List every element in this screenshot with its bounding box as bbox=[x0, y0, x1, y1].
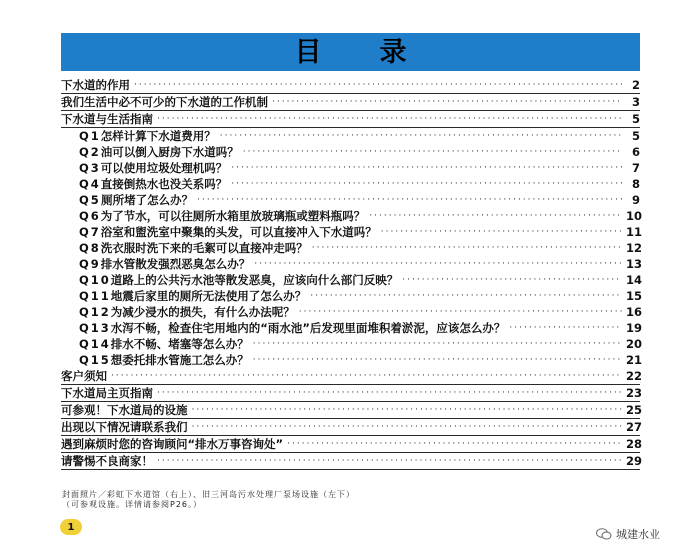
dot-leader bbox=[231, 160, 622, 176]
question-number: Q2 bbox=[79, 145, 101, 159]
entry-title: 遇到麻烦时您的咨询顾问“排水万事咨询处” bbox=[61, 437, 284, 451]
question-number: Q1 bbox=[79, 129, 101, 143]
page-ref: 16 bbox=[626, 305, 643, 319]
toc-question-entry[interactable] bbox=[61, 336, 643, 352]
dot-leader bbox=[157, 111, 622, 127]
entry-title: 请警惕不良商家！ bbox=[61, 454, 153, 468]
toc-header-banner bbox=[61, 33, 640, 71]
dot-leader bbox=[157, 385, 622, 401]
caption-line-2: （可参观设施。详情请参阅P26。） bbox=[62, 500, 203, 509]
page-ref: 6 bbox=[631, 145, 640, 159]
page-ref: 22 bbox=[626, 369, 643, 383]
dot-leader bbox=[402, 272, 622, 288]
question-number: Q14 bbox=[79, 337, 111, 351]
watermark-text: 城建水业 bbox=[616, 528, 660, 541]
watermark bbox=[596, 526, 660, 542]
dot-leader bbox=[197, 192, 622, 208]
entry-title: 可以使用垃圾处理机吗？ bbox=[100, 161, 228, 175]
question-number: Q8 bbox=[79, 241, 101, 255]
question-number: Q12 bbox=[79, 305, 111, 319]
dot-leader bbox=[287, 436, 622, 452]
entry-title: 地震后家里的厕所无法使用了怎么办？ bbox=[110, 289, 307, 303]
entry-title: 怎样计算下水道费用？ bbox=[100, 129, 216, 143]
question-number: Q10 bbox=[79, 273, 111, 287]
question-number: Q7 bbox=[79, 225, 101, 239]
page-ref: 2 bbox=[631, 78, 640, 92]
page-number-badge: 1 bbox=[60, 519, 82, 535]
question-number: Q9 bbox=[79, 257, 101, 271]
toc-section-entry[interactable] bbox=[61, 402, 643, 419]
toc-section-entry[interactable] bbox=[61, 94, 640, 111]
page-ref: 9 bbox=[631, 193, 640, 207]
entry-title: 我们生活中必不可少的下水道的工作机制 bbox=[61, 95, 268, 109]
question-number: Q5 bbox=[79, 193, 101, 207]
page-ref: 11 bbox=[626, 225, 643, 239]
page-ref: 12 bbox=[626, 241, 643, 255]
toc-section-entry[interactable] bbox=[61, 385, 643, 402]
question-number: Q15 bbox=[79, 353, 111, 367]
entry-title: 可参观！下水道局的设施 bbox=[61, 403, 188, 417]
dot-leader bbox=[310, 288, 622, 304]
toc-question-entry[interactable] bbox=[61, 224, 643, 240]
entry-title: 下水道局主页指南 bbox=[61, 386, 153, 400]
page-ref: 14 bbox=[626, 273, 643, 287]
dot-leader bbox=[231, 176, 622, 192]
entry-title: 排水管散发强烈恶臭怎么办？ bbox=[100, 257, 251, 271]
question-number: Q13 bbox=[79, 321, 111, 335]
toc-question-entry[interactable] bbox=[61, 272, 643, 288]
page-ref: 29 bbox=[626, 454, 643, 468]
entry-title: 为了节水，可以往厕所水箱里放玻璃瓶或塑料瓶吗？ bbox=[100, 209, 366, 223]
toc-question-entry[interactable] bbox=[61, 352, 643, 368]
page-ref: 5 bbox=[631, 129, 640, 143]
question-number: Q3 bbox=[79, 161, 101, 175]
toc-section-entry[interactable] bbox=[61, 77, 640, 94]
dot-leader bbox=[157, 453, 622, 469]
question-number: Q11 bbox=[79, 289, 111, 303]
page-ref: 21 bbox=[626, 353, 643, 367]
entry-title: 油可以倒入厨房下水道吗？ bbox=[100, 145, 239, 159]
page-ref: 28 bbox=[626, 437, 643, 451]
entry-title: 下水道与生活指南 bbox=[61, 112, 153, 126]
dot-leader bbox=[253, 352, 622, 368]
toc-question-entry[interactable] bbox=[61, 208, 643, 224]
page-ref: 15 bbox=[626, 289, 643, 303]
toc-section-entry[interactable] bbox=[61, 436, 643, 453]
entry-title: 洗衣服时洗下来的毛絮可以直接冲走吗？ bbox=[100, 241, 308, 255]
dot-leader bbox=[299, 304, 622, 320]
dot-leader bbox=[192, 402, 623, 418]
toc-question-entry[interactable] bbox=[61, 304, 643, 320]
page-ref: 8 bbox=[631, 177, 640, 191]
toc-section-entry[interactable] bbox=[61, 368, 643, 385]
page-ref: 25 bbox=[626, 403, 643, 417]
page-ref: 23 bbox=[626, 386, 643, 400]
page-ref: 5 bbox=[631, 112, 640, 126]
dot-leader bbox=[192, 419, 623, 435]
toc-question-entry[interactable] bbox=[61, 144, 640, 160]
entry-title: 为减少浸水的损失，有什么办法呢？ bbox=[110, 305, 295, 319]
entry-title: 下水道的作用 bbox=[61, 78, 130, 92]
page-ref: 27 bbox=[626, 420, 643, 434]
dot-leader bbox=[254, 256, 622, 272]
entry-title: 想委托排水管施工怎么办？ bbox=[110, 353, 249, 367]
page-ref: 7 bbox=[631, 161, 640, 175]
toc-question-entry[interactable] bbox=[61, 192, 640, 208]
dot-leader bbox=[220, 128, 622, 144]
entry-title: 道路上的公共污水池等散发恶臭，应该向什么部门反映？ bbox=[110, 273, 399, 287]
dot-leader bbox=[243, 144, 622, 160]
entry-title: 出现以下情况请联系我们 bbox=[61, 420, 188, 434]
dot-leader bbox=[134, 77, 622, 93]
dot-leader bbox=[111, 368, 622, 384]
table-of-contents bbox=[61, 77, 643, 470]
dot-leader bbox=[381, 224, 622, 240]
page-ref: 13 bbox=[626, 257, 643, 271]
entry-title: 排水不畅、堵塞等怎么办？ bbox=[110, 337, 249, 351]
toc-question-entry[interactable] bbox=[61, 176, 640, 192]
entry-title: 客户须知 bbox=[61, 369, 107, 383]
cover-photo-caption bbox=[62, 490, 355, 510]
page-ref: 10 bbox=[626, 209, 643, 223]
dot-leader bbox=[509, 320, 622, 336]
page-ref: 19 bbox=[626, 321, 643, 335]
toc-question-entry[interactable] bbox=[61, 256, 643, 272]
toc-section-entry[interactable] bbox=[61, 419, 643, 436]
entry-title: 厕所堵了怎么办？ bbox=[101, 193, 194, 207]
toc-question-entry[interactable] bbox=[61, 160, 640, 176]
wechat-icon bbox=[596, 528, 612, 540]
dot-leader bbox=[312, 240, 622, 256]
dot-leader bbox=[369, 208, 622, 224]
entry-title: 直接倒热水也没关系吗？ bbox=[100, 177, 228, 191]
toc-section-entry[interactable] bbox=[61, 111, 640, 128]
dot-leader bbox=[272, 94, 622, 110]
page-ref: 20 bbox=[626, 337, 643, 351]
toc-section-entry[interactable] bbox=[61, 453, 643, 470]
page-title: 目录 bbox=[294, 36, 465, 68]
toc-question-entry[interactable] bbox=[61, 240, 643, 256]
caption-line-1: 封面照片／彩虹下水道馆（右上）、旧三河岛污水处理厂泵场设施（左下） bbox=[62, 490, 355, 499]
entry-title: 水泻不畅，检查住宅用地内的“雨水池”后发现里面堆积着淤泥，应该怎么办？ bbox=[110, 321, 506, 335]
question-number: Q4 bbox=[79, 177, 101, 191]
page-ref: 3 bbox=[631, 95, 640, 109]
dot-leader bbox=[253, 336, 622, 352]
toc-question-entry[interactable] bbox=[61, 320, 643, 336]
toc-question-entry[interactable] bbox=[61, 128, 640, 144]
toc-question-entry[interactable] bbox=[61, 288, 643, 304]
entry-title: 浴室和盥洗室中聚集的头发，可以直接冲入下水道吗？ bbox=[100, 225, 377, 239]
question-number: Q6 bbox=[79, 209, 101, 223]
